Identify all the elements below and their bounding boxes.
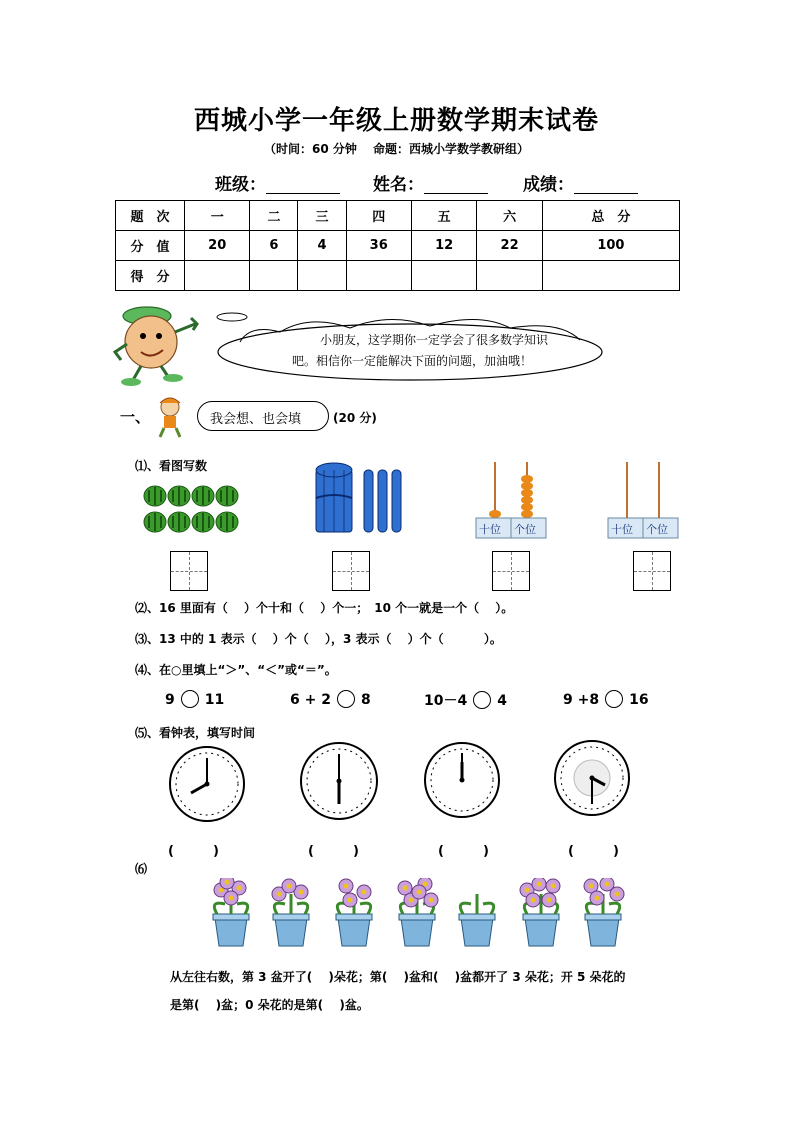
- compare-right: 8: [360, 692, 371, 708]
- compare-item: [424, 690, 507, 710]
- compare-left: 9 +8: [563, 692, 600, 708]
- flower-pot-1: [213, 878, 249, 946]
- compare-right: 11: [204, 692, 225, 708]
- abacus-2-tens-label: 十位: [611, 523, 633, 536]
- compare-left: 6 + 2: [290, 692, 331, 708]
- table-row: [116, 261, 680, 291]
- table-row: [116, 231, 680, 261]
- column-header: 二: [250, 201, 298, 231]
- q2-text: ⑵、16 里面有（ ）个十和（ ）个一； 10 个一就是一个（ ）。: [135, 601, 514, 615]
- clock-icon: [298, 740, 380, 822]
- class-label: 班级：: [215, 175, 266, 195]
- q6-line-1: 从左往右数，第 3 盆开了( )朵花；第( )盆和( )盆都开了 3 朵花；开 5 朵花的: [170, 970, 626, 984]
- clock-icon: [552, 738, 632, 818]
- q3-text: ⑶、13 中的 1 表示（ ）个（ ），3 表示（ ）个（ ）。: [135, 632, 502, 646]
- answer-box[interactable]: [170, 551, 208, 591]
- compare-circle[interactable]: [337, 690, 355, 708]
- bead: [489, 510, 501, 518]
- table-row: [116, 201, 680, 231]
- bead: [521, 503, 533, 511]
- q5-label: ⑸、看钟表，填写时间: [135, 726, 256, 740]
- compare-item: [165, 690, 224, 708]
- answer-box[interactable]: [633, 551, 671, 591]
- section-number: 一、: [120, 408, 151, 426]
- points-cell: 36: [346, 231, 411, 261]
- score-cell[interactable]: [346, 261, 411, 291]
- column-header: 总 分: [542, 201, 679, 231]
- score-cell[interactable]: [298, 261, 346, 291]
- row-header: 题 次: [116, 201, 185, 231]
- abacus-1-tens-label: 十位: [479, 523, 501, 536]
- flower-pot-3: [336, 879, 372, 946]
- bead: [521, 510, 533, 518]
- compare-circle[interactable]: [181, 690, 199, 708]
- class-field: [215, 170, 340, 195]
- score-blank[interactable]: [574, 175, 638, 194]
- answer-box[interactable]: [492, 551, 530, 591]
- compare-left: 10－4: [424, 693, 468, 709]
- score-cell[interactable]: [411, 261, 476, 291]
- q4-label: ⑷、在○里填上“＞”、“＜”或“＝”。: [135, 663, 337, 677]
- points-cell: 22: [477, 231, 542, 261]
- class-blank[interactable]: [266, 175, 340, 194]
- clock-icon: [422, 740, 502, 820]
- score-cell[interactable]: [250, 261, 298, 291]
- name-label: 姓名：: [373, 175, 424, 195]
- bead: [521, 482, 533, 490]
- compare-circle[interactable]: [473, 691, 491, 709]
- intro-line-1: 小朋友，这学期你一定学会了很多数学知识: [320, 333, 549, 347]
- watermelon-group: [143, 484, 239, 536]
- points-cell: 20: [185, 231, 250, 261]
- points-cell: 4: [298, 231, 346, 261]
- clock-icon: [167, 744, 247, 824]
- flower-pot-5: [459, 894, 495, 946]
- clock-answer-blank[interactable]: ( ): [168, 844, 219, 859]
- mascot-illustration: [105, 302, 215, 386]
- column-header: 五: [411, 201, 476, 231]
- row-header: 分 值: [116, 231, 185, 261]
- exam-subtitle: （时间：60 分钟 命题：西城小学数学教研组）: [263, 142, 530, 156]
- score-cell[interactable]: [477, 261, 542, 291]
- flower-pots: [205, 878, 645, 950]
- bead: [521, 489, 533, 497]
- section-points: (20 分): [333, 411, 377, 425]
- bead: [521, 475, 533, 483]
- score-label: 成绩：: [523, 175, 574, 195]
- flower-pot-6: [520, 878, 560, 946]
- column-header: 六: [477, 201, 542, 231]
- clock-answer-blank[interactable]: ( ): [438, 844, 489, 859]
- bead: [521, 496, 533, 504]
- q6-line-2: 是第( )盆；0 朵花的是第( )盆。: [170, 998, 369, 1012]
- clock-answer-blank[interactable]: ( ): [568, 844, 619, 859]
- name-field: [373, 170, 488, 195]
- q6-label: ⑹: [135, 862, 148, 876]
- compare-item: [290, 690, 371, 708]
- abacus-1-ones-label: 个位: [514, 523, 536, 536]
- column-header: 三: [298, 201, 346, 231]
- row-header: 得 分: [116, 261, 185, 291]
- stick-bundle-group: [312, 462, 412, 534]
- flower-pot-2: [272, 879, 309, 946]
- score-cell[interactable]: [542, 261, 679, 291]
- section-title: 我会想、也会填: [210, 412, 302, 427]
- points-cell: 100: [542, 231, 679, 261]
- page-title: 西城小学一年级上册数学期末试卷: [193, 106, 599, 136]
- compare-right: 16: [629, 692, 649, 708]
- abacus-2-ones-label: 个位: [646, 523, 668, 536]
- score-table: [115, 200, 680, 291]
- name-blank[interactable]: [424, 175, 488, 194]
- column-header: 四: [346, 201, 411, 231]
- flower-pot-4: [398, 878, 438, 946]
- compare-circle[interactable]: [605, 690, 623, 708]
- score-field: [523, 170, 638, 195]
- girl-icon: [150, 393, 190, 439]
- compare-left: 9: [165, 692, 175, 708]
- compare-right: 4: [497, 693, 507, 709]
- q1-label: ⑴、看图写数: [135, 459, 208, 473]
- clock-answer-blank[interactable]: ( ): [308, 844, 359, 859]
- column-header: 一: [185, 201, 250, 231]
- points-cell: 12: [411, 231, 476, 261]
- compare-item: [563, 690, 649, 708]
- points-cell: 6: [250, 231, 298, 261]
- score-cell[interactable]: [185, 261, 250, 291]
- answer-box[interactable]: [332, 551, 370, 591]
- intro-line-2: 吧。相信你一定能解决下面的问题，加油哦！: [292, 354, 533, 368]
- flower-pot-7: [584, 878, 624, 946]
